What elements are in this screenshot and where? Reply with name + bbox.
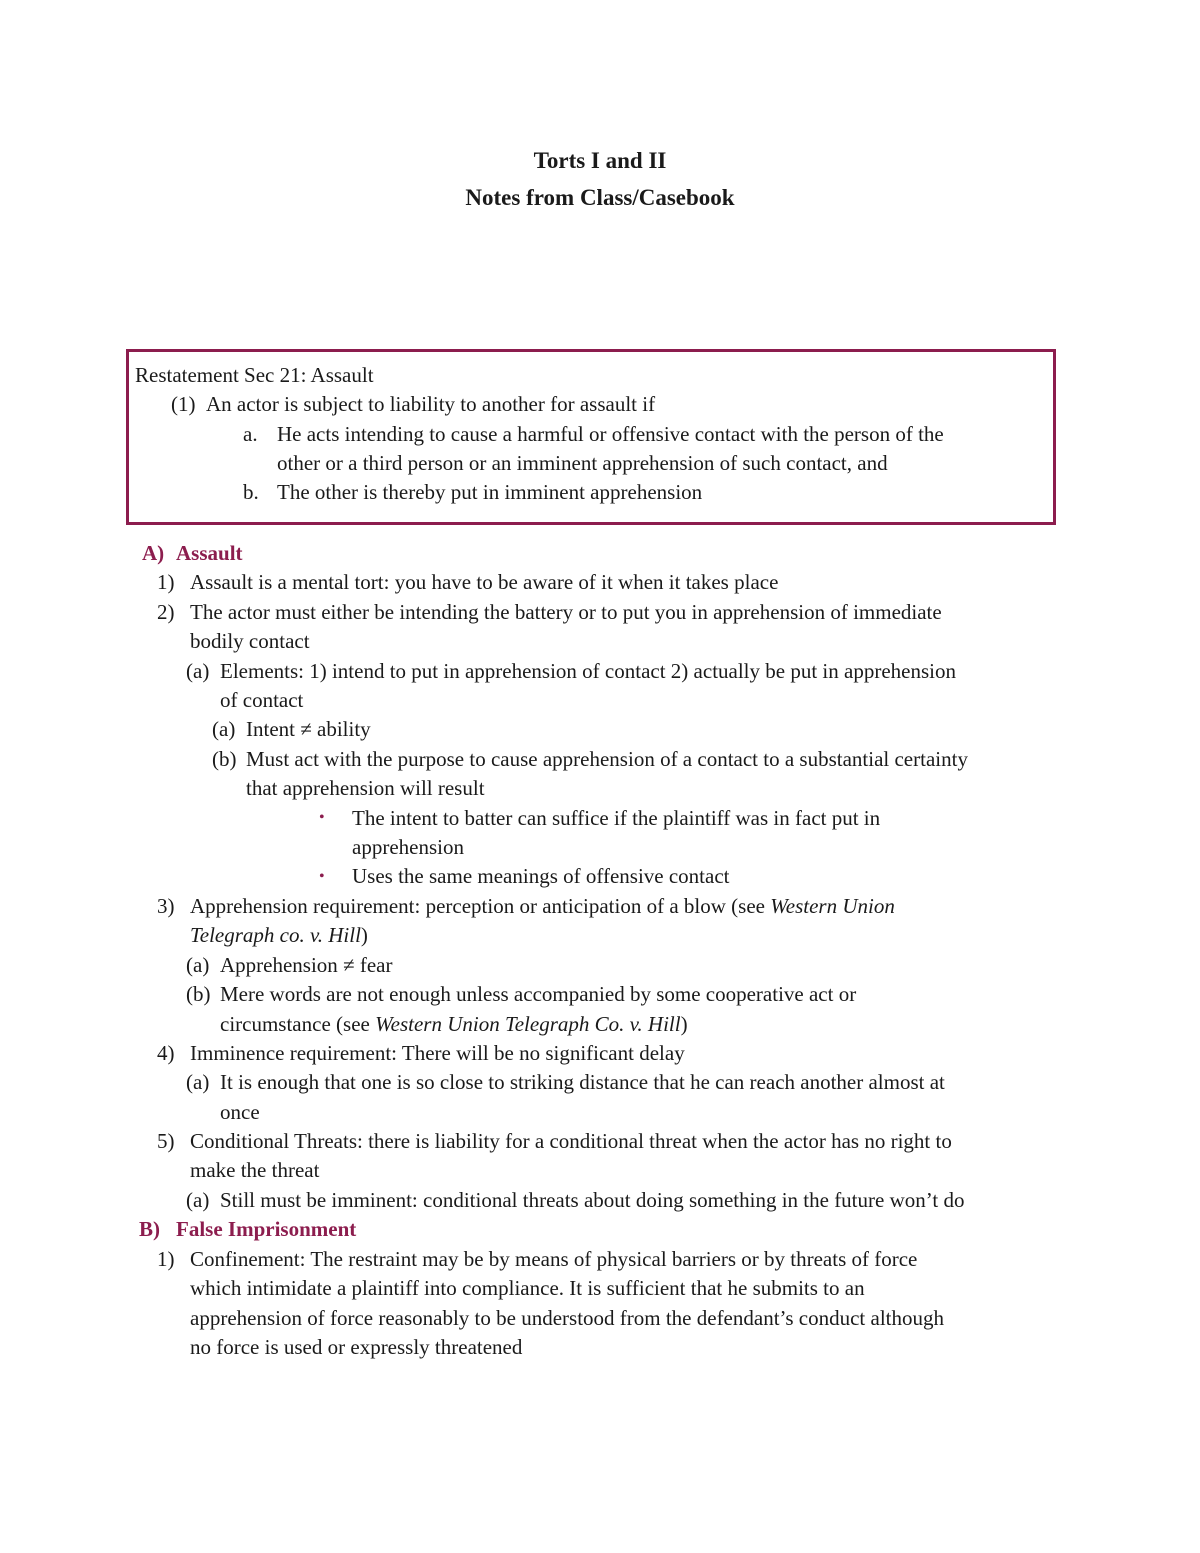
restatement-clause: An actor is subject to liability to another for assault if <box>206 392 656 416</box>
a-3a-marker: (a) <box>186 953 210 977</box>
a-2a-marker: (a) <box>186 659 210 683</box>
a-3b-line1: Mere words are not enough unless accompanied by some cooperative act or <box>220 982 857 1006</box>
restatement-clause-marker: (1) <box>171 392 196 416</box>
a-point-4-marker: 4) <box>157 1041 175 1065</box>
a-2a-a: Intent ≠ ability <box>246 717 371 741</box>
a-5a: Still must be imminent: conditional threats about doing something in the future won’t do <box>220 1188 965 1212</box>
a-point-3-text: Apprehension requirement: perception or anticipation of a blow (see <box>190 894 771 918</box>
restatement-heading: Restatement Sec 21: Assault <box>135 363 374 387</box>
restatement-item-b-marker: b. <box>243 480 259 504</box>
bullet-icon: • <box>319 809 325 826</box>
a-2a-a-marker: (a) <box>212 717 236 741</box>
b-point-1-line3: apprehension of force reasonably to be understood from the defendant’s conduct although <box>190 1306 945 1330</box>
b-point-1-line2: which intimidate a plaintiff into compliance. It is sufficient that he submits to an <box>190 1276 865 1300</box>
a-point-1-marker: 1) <box>157 570 175 594</box>
a-point-4: Imminence requirement: There will be no significant delay <box>190 1041 685 1065</box>
a-4a-marker: (a) <box>186 1070 210 1094</box>
section-b-marker: B) <box>139 1217 160 1241</box>
a-point-5-marker: 5) <box>157 1129 175 1153</box>
document-subtitle: Notes from Class/Casebook <box>465 185 735 210</box>
restatement-item-a-line2: other or a third person or an imminent apprehension of such contact, and <box>277 451 888 475</box>
a-bullet-1-line2: apprehension <box>352 835 464 859</box>
a-bullet-2: Uses the same meanings of offensive contact <box>352 864 730 888</box>
a-2a-b-marker: (b) <box>212 747 237 771</box>
a-point-3-line2 <box>190 921 368 950</box>
a-bullet-1-line1: The intent to batter can suffice if the plaintiff was in fact put in <box>352 806 881 830</box>
restatement-item-b: The other is thereby put in imminent apprehension <box>277 480 703 504</box>
b-point-1-line1: Confinement: The restraint may be by means of physical barriers or by threats of force <box>190 1247 918 1271</box>
a-point-3-line1 <box>190 892 895 921</box>
a-5a-marker: (a) <box>186 1188 210 1212</box>
section-a-marker: A) <box>142 541 165 565</box>
a-4a-line1: It is enough that one is so close to striking distance that he can reach another almost at <box>220 1070 945 1094</box>
a-2a-b-line2: that apprehension will result <box>246 776 485 800</box>
a-point-2-line2: bodily contact <box>190 629 310 653</box>
a-3b-marker: (b) <box>186 982 211 1006</box>
a-3b-line2 <box>220 1010 688 1039</box>
a-2a-line1: Elements: 1) intend to put in apprehension of contact 2) actually be put in apprehension <box>220 659 956 683</box>
a-point-3-marker: 3) <box>157 894 175 918</box>
a-4a-line2: once <box>220 1100 260 1124</box>
a-point-1: Assault is a mental tort: you have to be aware of it when it takes place <box>190 570 779 594</box>
section-b-heading: False Imprisonment <box>176 1217 357 1241</box>
restatement-item-a-line1: He acts intending to cause a harmful or offensive contact with the person of the <box>277 422 944 446</box>
b-point-1-line4: no force is used or expressly threatened <box>190 1335 523 1359</box>
restatement-item-a-marker: a. <box>243 422 258 446</box>
document-title-block <box>0 142 1200 216</box>
document-title: Torts I and II <box>533 148 667 173</box>
bullet-icon: • <box>319 868 325 885</box>
case-citation: Western Union Telegraph Co. v. Hill <box>375 1012 681 1036</box>
b-point-1-marker: 1) <box>157 1247 175 1271</box>
case-citation: Western Union <box>770 894 895 918</box>
a-3b-text: circumstance (see <box>220 1012 376 1036</box>
a-3b-close: ) <box>680 1012 688 1036</box>
a-point-5-line2: make the threat <box>190 1158 320 1182</box>
section-a-heading: Assault <box>176 541 243 565</box>
case-citation: Telegraph co. v. Hill <box>190 923 361 947</box>
a-point-5-line1: Conditional Threats: there is liability for a conditional threat when the actor has no right to <box>190 1129 952 1153</box>
a-point-2-line1: The actor must either be intending the battery or to put you in apprehension of immediate <box>190 600 942 624</box>
a-point-3-close: ) <box>360 923 368 947</box>
a-point-2-marker: 2) <box>157 600 175 624</box>
a-2a-b-line1: Must act with the purpose to cause apprehension of a contact to a substantial certainty <box>246 747 968 771</box>
a-3a: Apprehension ≠ fear <box>220 953 393 977</box>
a-2a-line2: of contact <box>220 688 304 712</box>
